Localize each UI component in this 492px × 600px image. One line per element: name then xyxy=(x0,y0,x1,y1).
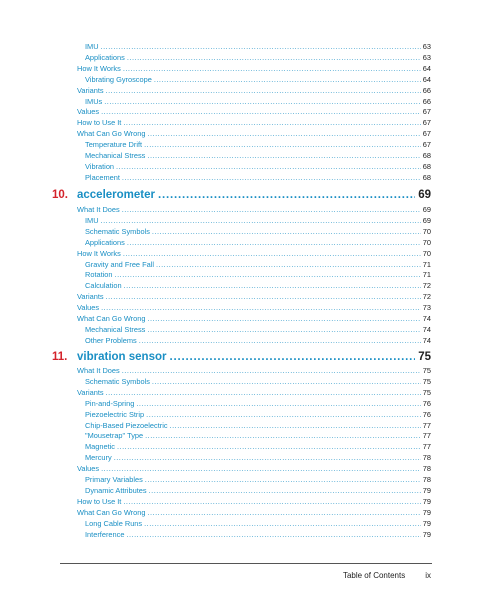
dot-leader xyxy=(123,64,421,74)
dot-leader xyxy=(147,129,420,139)
toc-entry[interactable] xyxy=(77,64,431,74)
toc-entry-title: Variants xyxy=(77,292,104,302)
dot-leader xyxy=(147,508,420,518)
toc-entry[interactable] xyxy=(85,442,431,452)
toc-entry-title: Interference xyxy=(85,529,125,539)
dot-leader xyxy=(147,325,420,335)
toc-entry-page: 74 xyxy=(422,314,431,323)
chapter-heading[interactable] xyxy=(52,351,431,363)
toc-entry-page: 74 xyxy=(422,335,431,345)
toc-entry-page: 72 xyxy=(422,292,431,302)
chapter-number: 10. xyxy=(52,189,68,201)
dot-leader xyxy=(115,270,421,280)
toc-entry-title: How to Use It xyxy=(77,496,122,506)
toc-entry[interactable] xyxy=(77,303,431,313)
toc-entry-title: Values xyxy=(77,464,100,474)
toc-entry-title: How to Use It xyxy=(77,118,122,128)
toc-entry[interactable] xyxy=(77,205,431,215)
dot-leader xyxy=(145,431,421,441)
dot-leader xyxy=(124,281,421,291)
dot-leader xyxy=(139,336,421,346)
dot-leader xyxy=(106,292,421,302)
toc-entry-title: Calculation xyxy=(85,281,122,291)
toc-entry[interactable] xyxy=(77,249,431,259)
dot-leader xyxy=(136,399,420,409)
toc-entry-title: Chip-Based Piezoelectric xyxy=(85,420,168,430)
toc-entry-title: Placement xyxy=(85,172,120,182)
toc-entry-title: IMU xyxy=(85,42,99,51)
toc-entry-title: Long Cable Runs xyxy=(85,518,143,528)
dot-leader xyxy=(116,162,421,172)
dot-leader xyxy=(169,351,415,363)
toc-entry[interactable] xyxy=(85,421,431,431)
toc-entry-title: Applications xyxy=(85,237,125,247)
toc-entry-page: 68 xyxy=(422,161,431,171)
dot-leader xyxy=(127,53,421,63)
toc-entry[interactable] xyxy=(77,129,431,139)
toc-entry-page: 77 xyxy=(422,442,431,452)
toc-entry-page: 79 xyxy=(422,507,431,517)
chapter-number: 11. xyxy=(52,351,68,363)
toc-entry[interactable] xyxy=(77,508,431,518)
dot-leader xyxy=(122,366,421,376)
toc-entry-title: Variants xyxy=(77,85,104,95)
toc-entry-page: 75 xyxy=(422,376,431,386)
toc-entry-page: 67 xyxy=(422,118,431,128)
toc-entry-title: Mechanical Stress xyxy=(85,324,146,334)
toc-entry-title: IMUs xyxy=(85,96,103,106)
toc-entry-title: Vibrating Gyroscope xyxy=(85,74,152,84)
toc-entry-title: Vibration xyxy=(85,161,115,171)
dot-leader xyxy=(101,42,421,52)
toc-entry-title: Values xyxy=(77,303,100,313)
toc-entry-page: 78 xyxy=(422,464,431,474)
toc-entry-title: What Can Go Wrong xyxy=(77,129,146,139)
toc-entry-page: 67 xyxy=(422,129,431,139)
toc-entry[interactable] xyxy=(77,292,431,302)
toc-entry-title: Pin-and-Spring xyxy=(85,398,135,408)
dot-leader xyxy=(170,421,421,431)
toc-entry[interactable] xyxy=(85,336,431,346)
toc-entry[interactable] xyxy=(85,173,431,183)
toc-entry-title: Magnetic xyxy=(85,442,115,452)
dot-leader xyxy=(156,260,421,270)
toc-entry[interactable] xyxy=(85,325,431,335)
dot-leader xyxy=(117,442,421,452)
toc-entry-title: Gravity and Free Fall xyxy=(85,259,155,269)
toc-entry[interactable] xyxy=(85,519,431,529)
dot-leader xyxy=(123,118,420,128)
toc-entry[interactable] xyxy=(85,399,431,409)
dot-leader xyxy=(145,475,421,485)
toc-entry-page: 78 xyxy=(422,475,431,484)
toc-entry-title: Schematic Symbols xyxy=(85,376,150,386)
dot-leader xyxy=(144,140,421,150)
toc-entry[interactable] xyxy=(85,410,431,420)
dot-leader xyxy=(106,388,421,398)
toc-entry-title: IMU xyxy=(85,215,99,225)
toc-entry[interactable] xyxy=(85,453,431,463)
toc-entry-page: 75 xyxy=(422,387,431,397)
toc-entry-page: 75 xyxy=(422,366,431,375)
toc-entry-page: 69 xyxy=(422,205,431,214)
toc-entry-page: 76 xyxy=(422,398,431,408)
toc-entry-page: 73 xyxy=(422,303,431,313)
toc-entry-title: Values xyxy=(77,107,100,117)
dot-leader xyxy=(158,189,415,201)
chapter-page: 75 xyxy=(418,351,431,363)
toc-entry-title: Mechanical Stress xyxy=(85,151,146,160)
toc-entry-title: "Mousetrap" Type xyxy=(85,431,144,441)
toc-entry-title: How It Works xyxy=(77,63,121,73)
footer-section-title: Table of Contents xyxy=(342,571,406,580)
toc-entry[interactable] xyxy=(85,281,431,291)
toc-entry-title: Rotation xyxy=(85,270,113,280)
toc-entry[interactable] xyxy=(85,431,431,441)
toc-entry-page: 70 xyxy=(422,248,431,258)
toc-entry-page: 74 xyxy=(422,324,431,334)
toc-entry-page: 71 xyxy=(422,270,431,280)
toc-entry-page: 63 xyxy=(422,52,431,62)
dot-leader xyxy=(144,519,421,529)
dot-leader xyxy=(101,107,421,117)
dot-leader xyxy=(101,464,421,474)
dot-leader xyxy=(152,377,421,387)
toc-entry-title: Mercury xyxy=(85,453,112,463)
dot-leader xyxy=(154,75,421,85)
dot-leader xyxy=(126,530,420,540)
dot-leader xyxy=(122,205,421,215)
toc-entry-title: Other Problems xyxy=(85,335,137,345)
dot-leader xyxy=(123,497,420,507)
toc-entry-page: 64 xyxy=(422,63,431,73)
toc-entry-page: 77 xyxy=(422,431,431,441)
chapter-title: vibration sensor xyxy=(77,351,167,363)
toc-entry-page: 77 xyxy=(422,420,431,430)
toc-entry[interactable] xyxy=(77,388,431,398)
toc-entry[interactable] xyxy=(85,97,431,107)
toc-entry-page: 68 xyxy=(422,172,431,182)
toc-entry-page: 69 xyxy=(422,215,431,225)
toc-entry[interactable] xyxy=(77,497,431,507)
toc-entry-page: 79 xyxy=(422,529,431,539)
dot-leader xyxy=(114,453,421,463)
toc-entry-title: Variants xyxy=(77,387,104,397)
toc-entry[interactable] xyxy=(85,151,431,161)
toc-entry-page: 67 xyxy=(422,140,431,150)
toc-entry[interactable] xyxy=(85,227,431,237)
dot-leader xyxy=(106,86,421,96)
dot-leader xyxy=(127,238,421,248)
toc-entry-page: 78 xyxy=(422,453,431,463)
chapter-page: 69 xyxy=(418,189,431,201)
toc-entry[interactable] xyxy=(85,162,431,172)
toc-entry[interactable] xyxy=(85,260,431,270)
footer-page-number: ix xyxy=(425,571,431,580)
toc-entry-title: What Can Go Wrong xyxy=(77,507,146,517)
dot-leader xyxy=(149,486,421,496)
toc-entry[interactable] xyxy=(85,216,431,226)
dot-leader xyxy=(101,216,421,226)
toc-entry-title: What It Does xyxy=(77,205,120,214)
toc-entry-page: 66 xyxy=(422,85,431,95)
toc-entry-page: 71 xyxy=(422,259,431,269)
toc-entry[interactable] xyxy=(85,475,431,485)
toc-entry-title: How It Works xyxy=(77,248,121,258)
toc-entry[interactable] xyxy=(77,366,431,376)
toc-entry-title: What It Does xyxy=(77,366,120,375)
toc-entry[interactable] xyxy=(85,53,431,63)
toc-entry[interactable] xyxy=(77,314,431,324)
toc-entry-page: 63 xyxy=(422,42,431,51)
chapter-heading[interactable] xyxy=(52,189,431,201)
toc-entry-page: 64 xyxy=(422,74,431,84)
dot-leader xyxy=(122,173,421,183)
toc-entry-page: 67 xyxy=(422,107,431,117)
toc-entry-page: 79 xyxy=(422,485,431,495)
chapter-title: accelerometer xyxy=(77,189,155,201)
toc-entry-title: Temperature Drift xyxy=(85,140,143,150)
toc-entry[interactable] xyxy=(85,75,431,85)
toc-entry-page: 76 xyxy=(422,409,431,419)
toc-entry-page: 68 xyxy=(422,151,431,160)
dot-leader xyxy=(152,227,421,237)
toc-entry[interactable] xyxy=(85,42,431,52)
dot-leader xyxy=(147,314,420,324)
toc-entry[interactable] xyxy=(77,464,431,474)
toc-entry-title: Dynamic Attributes xyxy=(85,485,147,495)
page-footer xyxy=(343,571,431,580)
toc-entry-page: 70 xyxy=(422,226,431,236)
dot-leader xyxy=(147,151,420,161)
toc-entry-title: Primary Variables xyxy=(85,475,143,484)
dot-leader xyxy=(101,303,421,313)
toc-entry[interactable] xyxy=(85,530,431,540)
toc-entry-page: 72 xyxy=(422,281,431,291)
toc-entry[interactable] xyxy=(85,238,431,248)
toc-entry-title: What Can Go Wrong xyxy=(77,314,146,323)
dot-leader xyxy=(104,97,421,107)
toc-entry-title: Schematic Symbols xyxy=(85,226,150,236)
dot-leader xyxy=(146,410,421,420)
footer-rule xyxy=(60,563,432,564)
toc-entry-page: 70 xyxy=(422,237,431,247)
toc-entry-page: 79 xyxy=(422,518,431,528)
toc-entry[interactable] xyxy=(85,486,431,496)
toc-entry[interactable] xyxy=(85,140,431,150)
toc-entry-title: Piezoelectric Strip xyxy=(85,409,145,419)
toc-entry[interactable] xyxy=(85,270,431,280)
toc-entry-page: 66 xyxy=(422,96,431,106)
toc-entry[interactable] xyxy=(85,377,431,387)
toc-entry[interactable] xyxy=(77,86,431,96)
toc-entry[interactable] xyxy=(77,118,431,128)
dot-leader xyxy=(123,249,421,259)
toc-entry-title: Applications xyxy=(85,52,125,62)
toc-entry-page: 79 xyxy=(422,496,431,506)
toc-entry[interactable] xyxy=(77,107,431,117)
